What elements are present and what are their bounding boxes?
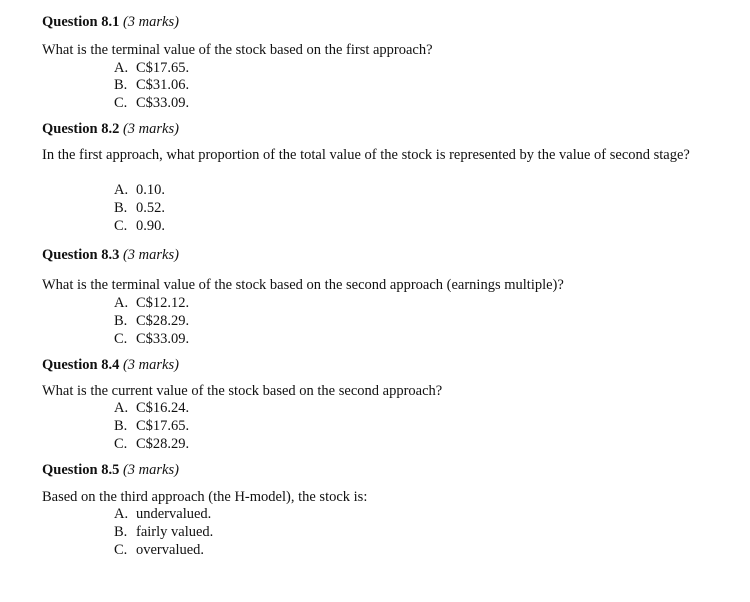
question-8-4-option-b: B. C$17.65. xyxy=(114,418,190,434)
question-8-2-option-b: B. 0.52. xyxy=(114,200,165,216)
question-8-4-title xyxy=(42,357,179,374)
question-8-2-option-c: C. 0.90. xyxy=(114,218,165,234)
question-label: Question 8.1 xyxy=(42,14,120,30)
question-8-3-title xyxy=(42,247,179,264)
question-8-4-option-c: C. C$28.29. xyxy=(114,436,190,452)
question-8-5-title xyxy=(42,462,179,479)
question-8-1-text: What is the terminal value of the stock based on the first approach? xyxy=(42,42,433,58)
question-marks: (3 marks) xyxy=(122,247,179,263)
question-8-5-text: Based on the third approach (the H-model), the stock is: xyxy=(42,489,368,505)
question-8-3-text: What is the terminal value of the stock based on the second approach (earnings multiple)? xyxy=(42,277,564,293)
question-8-3-option-c: C. C$33.09. xyxy=(114,331,190,347)
question-label: Question 8.2 xyxy=(42,121,120,137)
question-8-3-option-a: A. C$12.12. xyxy=(114,295,190,311)
question-8-1-option-b: B. C$31.06. xyxy=(114,77,190,93)
question-marks: (3 marks) xyxy=(122,357,179,373)
question-marks: (3 marks) xyxy=(122,462,179,478)
question-label: Question 8.3 xyxy=(42,247,120,263)
question-8-5-option-c: C. overvalued. xyxy=(114,542,205,558)
question-8-1-option-c: C. C$33.09. xyxy=(114,95,190,111)
question-label: Question 8.4 xyxy=(42,357,120,373)
question-8-2-title xyxy=(42,121,179,138)
question-8-4-text: What is the current value of the stock based on the second approach? xyxy=(42,383,443,399)
question-8-5-option-b: B. fairly valued. xyxy=(114,524,214,540)
question-8-1-option-a: A. C$17.65. xyxy=(114,60,190,76)
question-8-2-option-a: A. 0.10. xyxy=(114,182,165,198)
question-8-4-option-a: A. C$16.24. xyxy=(114,400,190,416)
question-label: Question 8.5 xyxy=(42,462,120,478)
question-8-5-option-a: A. undervalued. xyxy=(114,506,212,522)
question-8-3-option-b: B. C$28.29. xyxy=(114,313,190,329)
question-8-2-text: In the first approach, what proportion of the total value of the stock is represented by the value of second stage? xyxy=(42,147,690,163)
question-marks: (3 marks) xyxy=(122,121,179,137)
question-marks: (3 marks) xyxy=(122,14,179,30)
question-8-1-title xyxy=(42,14,179,31)
